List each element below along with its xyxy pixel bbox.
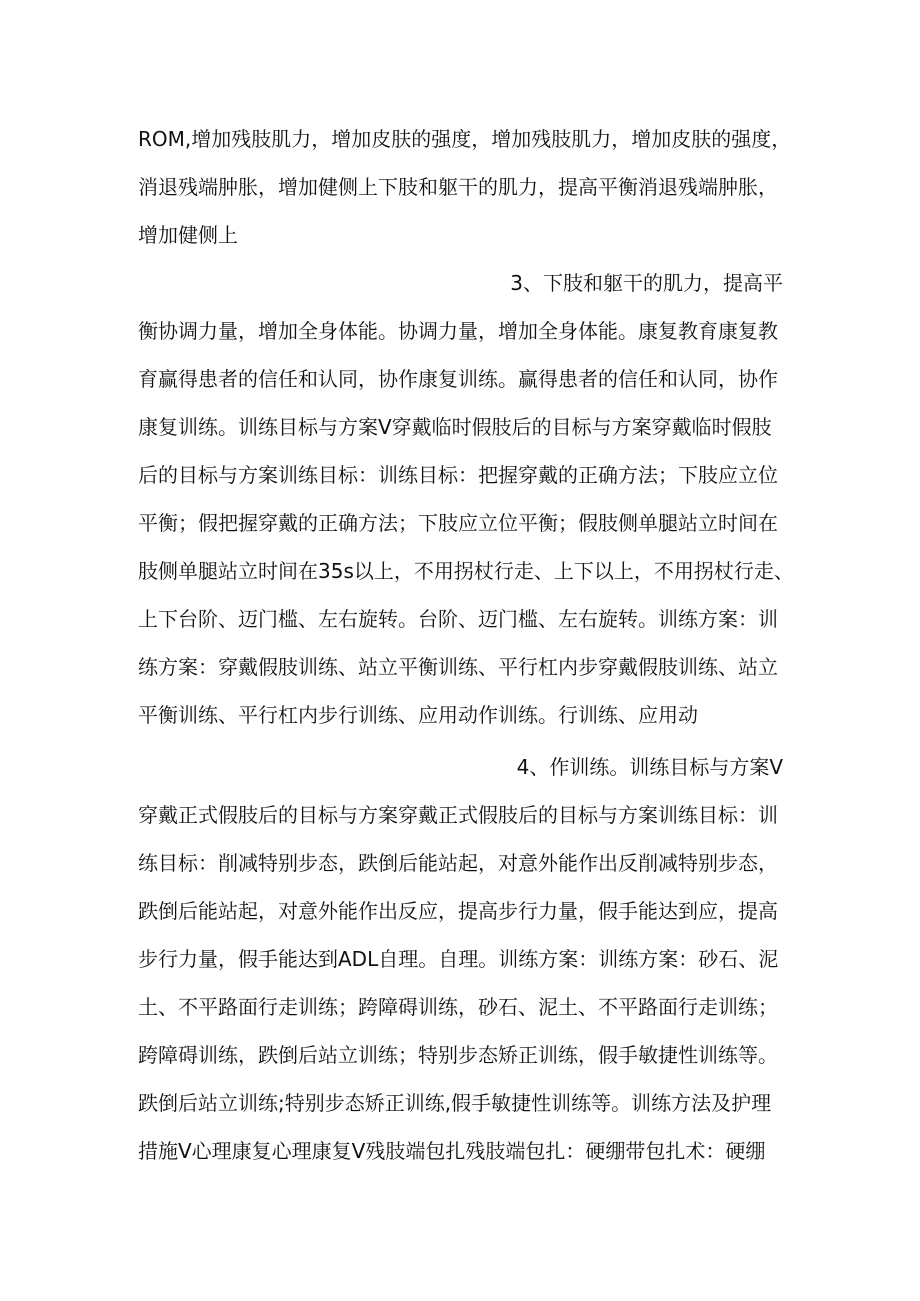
section-heading-3: 3、下肢和躯干的肌力，提高平 (510, 271, 783, 295)
text-line: 练方案：穿戴假肢训练、站立平衡训练、平行杠内步穿戴假肢训练、站立 (138, 655, 778, 679)
text-line: 措施V心理康复心理康复V残肢端包扎残肢端包扎：硬绷带包扎术：硬绷 (138, 1139, 766, 1163)
text-line: 跨障碍训练，跌倒后站立训练；特别步态矫正训练，假手敏捷性训练等。 (138, 1043, 778, 1067)
text-line: 步行力量，假手能达到ADL自理。自理。训练方案：训练方案：砂石、泥 (138, 947, 779, 971)
text-line: 跌倒后能站起，对意外能作出反应，提高步行力量，假手能达到应，提高 (138, 899, 778, 923)
text-line: 增加健侧上 (138, 223, 238, 247)
text-line: 肢侧单腿站立时间在35s以上，不用拐杖行走、上下以上，不用拐杖行走、 (138, 559, 794, 583)
text-line: 上下台阶、迈门槛、左右旋转。台阶、迈门槛、左右旋转。训练方案：训 (138, 607, 778, 631)
text-line: 土、不平路面行走训练；跨障碍训练，砂石、泥土、不平路面行走训练； (138, 995, 778, 1019)
text-line: 平衡；假把握穿戴的正确方法；下肢应立位平衡；假肢侧单腿站立时间在 (138, 511, 778, 535)
text-line: 消退残端肿胀，增加健侧上下肢和躯干的肌力，提高平衡消退残端肿胀， (138, 175, 778, 199)
text-line: 康复训练。训练目标与方案V穿戴临时假肢后的目标与方案穿戴临时假肢 (138, 415, 772, 439)
section-heading-4: 4、作训练。训练目标与方案V (516, 755, 783, 779)
text-line: 跌倒后站立训练;特别步态矫正训练,假手敏捷性训练等。训练方法及护理 (138, 1091, 772, 1115)
text-line: ROM,增加残肢肌力，增加皮肤的强度，增加残肢肌力，增加皮肤的强度， (138, 127, 792, 151)
text-line: 后的目标与方案训练目标：训练目标：把握穿戴的正确方法；下肢应立位 (138, 463, 778, 487)
text-line: 平衡训练、平行杠内步行训练、应用动作训练。行训练、应用动 (138, 703, 698, 727)
text-line: 穿戴正式假肢后的目标与方案穿戴正式假肢后的目标与方案训练目标：训 (138, 803, 778, 827)
text-line: 育赢得患者的信任和认同，协作康复训练。赢得患者的信任和认同，协作 (138, 367, 778, 391)
text-line: 衡协调力量，增加全身体能。协调力量，增加全身体能。康复教育康复教 (138, 319, 778, 343)
text-line: 练目标：削减特别步态，跌倒后能站起，对意外能作出反削减特别步态， (138, 851, 778, 875)
